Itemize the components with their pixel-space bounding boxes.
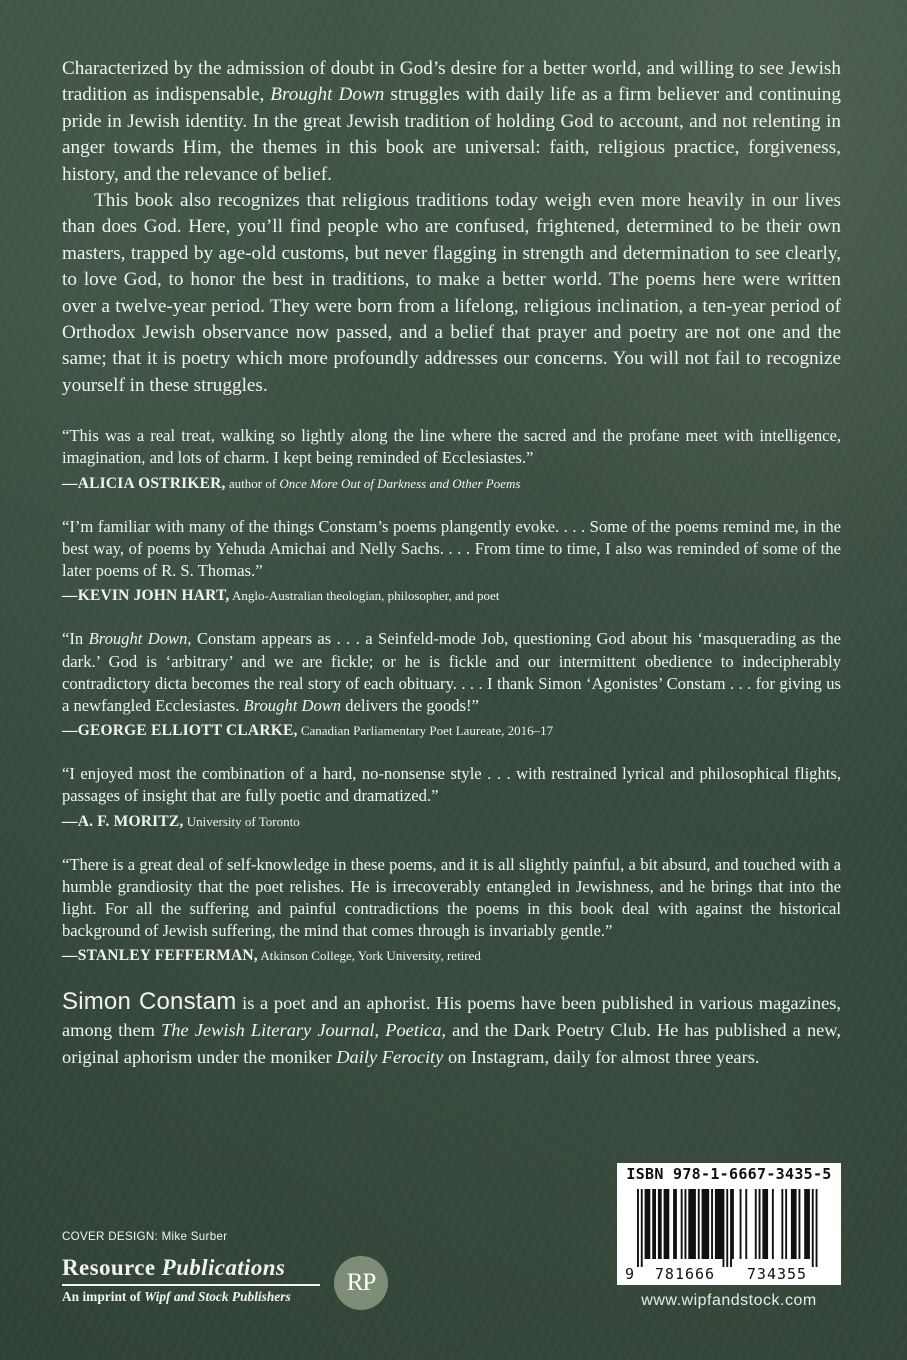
imprint-italic: Wipf and Stock Publishers [144, 1289, 291, 1304]
barcode-bar [645, 1189, 651, 1259]
endorser-name: —ALICIA OSTRIKER, [62, 474, 226, 492]
imprint-plain: An imprint of [62, 1289, 145, 1304]
barcode-bar [688, 1189, 696, 1259]
author-name: Simon Constam [62, 988, 237, 1016]
barcode-bar [658, 1189, 662, 1259]
endorser-affiliation: Atkinson College, York University, retired [260, 948, 481, 964]
endorsement-text: “In Brought Down, Constam appears as . . . a Seinfeld-mode Job, questioning God about his ‘masquerading as the dark.’ God is ‘arbitrary’ and we are fickle; or he is fickle and our intermittent obedience to indecipherably contradictory dicta becomes the real story of each obituary. . . . I thank Simon ‘Agonistes’ Constam . . . for giving us a newfangled Ecclesiastes. Brought Down delivers the goods!” [62, 629, 842, 715]
publisher-name [62, 1255, 320, 1281]
author-bio-text: is a poet and an aphorist. His poems have been published in various magazines, among them The Jewish Literary Journal, Poetica, and the Dark Poetry Club. He has published a new, original aphorism under the moniker Daily Ferocity on Instagram, daily for almost three years. [62, 993, 841, 1068]
endorsement-text: “This was a real treat, walking so lightly along the line where the sacred and the profane meet with intelligence, imagination, and lots of charm. I kept being reminded of Ecclesiastes.” [62, 426, 841, 468]
publisher-name-plain: Resource [62, 1255, 162, 1280]
endorser-name: —STANLEY FEFFERMAN, [62, 947, 258, 965]
back-cover-content [62, 56, 841, 1071]
endorsement-text: “There is a great deal of self-knowledge in these poems, and it is all slightly painful, a bit absurd, and touched with a humble grandiosity that the poet relishes. He is irrecoverably entangled in Jewishness, and he brings that into the light. For all the suffering and painful contradictions the poems in this book deal with against the historical background of Jewish suffering, the mind that comes through is invariably gentle.” [62, 854, 841, 941]
endorsement-attribution [62, 474, 841, 494]
endorsement [62, 628, 841, 741]
barcode-right-digits: 734355 [746, 1265, 808, 1283]
book-blurb [62, 56, 841, 399]
barcode-bar [681, 1189, 683, 1259]
endorsement-text: “I enjoyed most the combination of a hard, no-nonsense style . . . with restrained lyrical and philosophical flights, passages of insight that are fully poetic and dramatized.” [62, 764, 841, 806]
barcode-bar [772, 1189, 774, 1259]
endorsement-attribution [62, 586, 841, 606]
isbn-barcode [617, 1163, 841, 1285]
barcode-first-digit: 9 [625, 1265, 635, 1283]
barcode-bar [804, 1189, 810, 1259]
barcode-bar [759, 1189, 761, 1259]
barcode-bar [723, 1189, 725, 1267]
barcode-bar [726, 1189, 728, 1267]
barcode-bar [791, 1189, 797, 1259]
barcode-bar [685, 1189, 687, 1259]
barcode-bar [652, 1189, 656, 1259]
barcode-bar [781, 1189, 783, 1259]
barcode-bar [816, 1189, 818, 1267]
endorsement [62, 516, 841, 607]
barcode-bar [702, 1189, 710, 1259]
barcode-bar [711, 1189, 713, 1259]
endorsement [62, 763, 841, 831]
blurb-paragraph-1: Characterized by the admission of doubt in God’s desire for a better world, and willing to see Jewish tradition as indispensable, Brought Down struggles with daily life as a firm believer and continuing pride in Jewish identity. In the great Jewish tradition of holding God to account, and not relenting in anger towards Him, the themes in this book are universal: faith, religious practice, forgiveness, history, and the relevance of belief. [62, 58, 841, 185]
barcode-bar [812, 1189, 814, 1267]
endorsement [62, 854, 841, 967]
blurb-paragraph-2: This book also recognizes that religious traditions today weigh even more heavily in our lives than does God. Here, you’ll find people who are confused, frightened, determined to be their own masters, trapped by age-old customs, but never flagging in strength and determination to see clearly, to love God, to honor the best in traditions, to make a better world. The poems here were written over a twelve-year period. They were born from a lifelong, religious inclination, a ten-year period of Orthodox Jewish observance now passed, and a belief that prayer and poetry are not one and the same; that it is poetry which more profoundly addresses our concerns. You will not fail to recognize yourself in these struggles. [62, 190, 841, 396]
endorsement-text: “I’m familiar with many of the things Constam’s poems plangently evoke. . . . Some of the poems remind me, in the best way, of poems by Yehuda Amichai and Nelly Sachs. . . . From time to time, I also was reminded of some of the later poems of R. S. Thomas.” [62, 516, 841, 581]
endorsement-attribution [62, 721, 841, 741]
barcode-bar [745, 1189, 747, 1259]
barcode-bar [664, 1189, 670, 1259]
barcode-bar [715, 1189, 723, 1259]
barcode-bar [762, 1189, 768, 1259]
barcode-bar [732, 1189, 734, 1259]
endorsement [62, 425, 841, 493]
barcode-bar [785, 1189, 787, 1259]
endorser-affiliation: Anglo-Australian theologian, philosopher, and poet [232, 588, 500, 604]
barcode-bar [730, 1189, 732, 1267]
publisher-rule [62, 1284, 320, 1286]
publisher-logo [62, 1255, 320, 1305]
publisher-imprint [62, 1289, 320, 1305]
endorsement-attribution [62, 946, 841, 966]
endorsements [62, 425, 841, 966]
barcode-bar [740, 1189, 742, 1259]
cover-design-label: COVER DESIGN: [62, 1230, 159, 1243]
author-bio [62, 988, 841, 1071]
barcode-bars [637, 1189, 818, 1267]
barcode-bar [673, 1189, 677, 1259]
barcode-bar [637, 1189, 639, 1267]
barcode-bar [641, 1189, 643, 1267]
endorser-affiliation: Canadian Parliamentary Poet Laureate, 2016–17 [300, 723, 554, 739]
publisher-website[interactable]: www.wipfandstock.com [641, 1292, 817, 1309]
barcode-bar [755, 1189, 757, 1259]
barcode-graphic [617, 1187, 841, 1283]
isbn-label: ISBN 978-1-6667-3435-5 [626, 1165, 832, 1183]
rp-logo-badge: RP [334, 1256, 388, 1310]
barcode-left-digits: 781666 [654, 1265, 716, 1283]
barcode-bar [698, 1189, 700, 1259]
endorser-affiliation: University of Toronto [186, 813, 300, 829]
endorsement-attribution [62, 812, 841, 832]
barcode-bar [799, 1189, 801, 1259]
endorser-name: —A. F. MORITZ, [62, 812, 184, 830]
cover-designer-name: Mike Surber [161, 1230, 228, 1243]
endorser-name: —KEVIN JOHN HART, [62, 587, 230, 605]
endorser-name: —GEORGE ELLIOTT CLARKE, [62, 722, 298, 740]
cover-design-credit [62, 1230, 227, 1243]
endorser-affiliation: author of Once More Out of Darkness and Other Poems [228, 475, 521, 491]
publisher-name-italic: Publications [161, 1255, 286, 1280]
